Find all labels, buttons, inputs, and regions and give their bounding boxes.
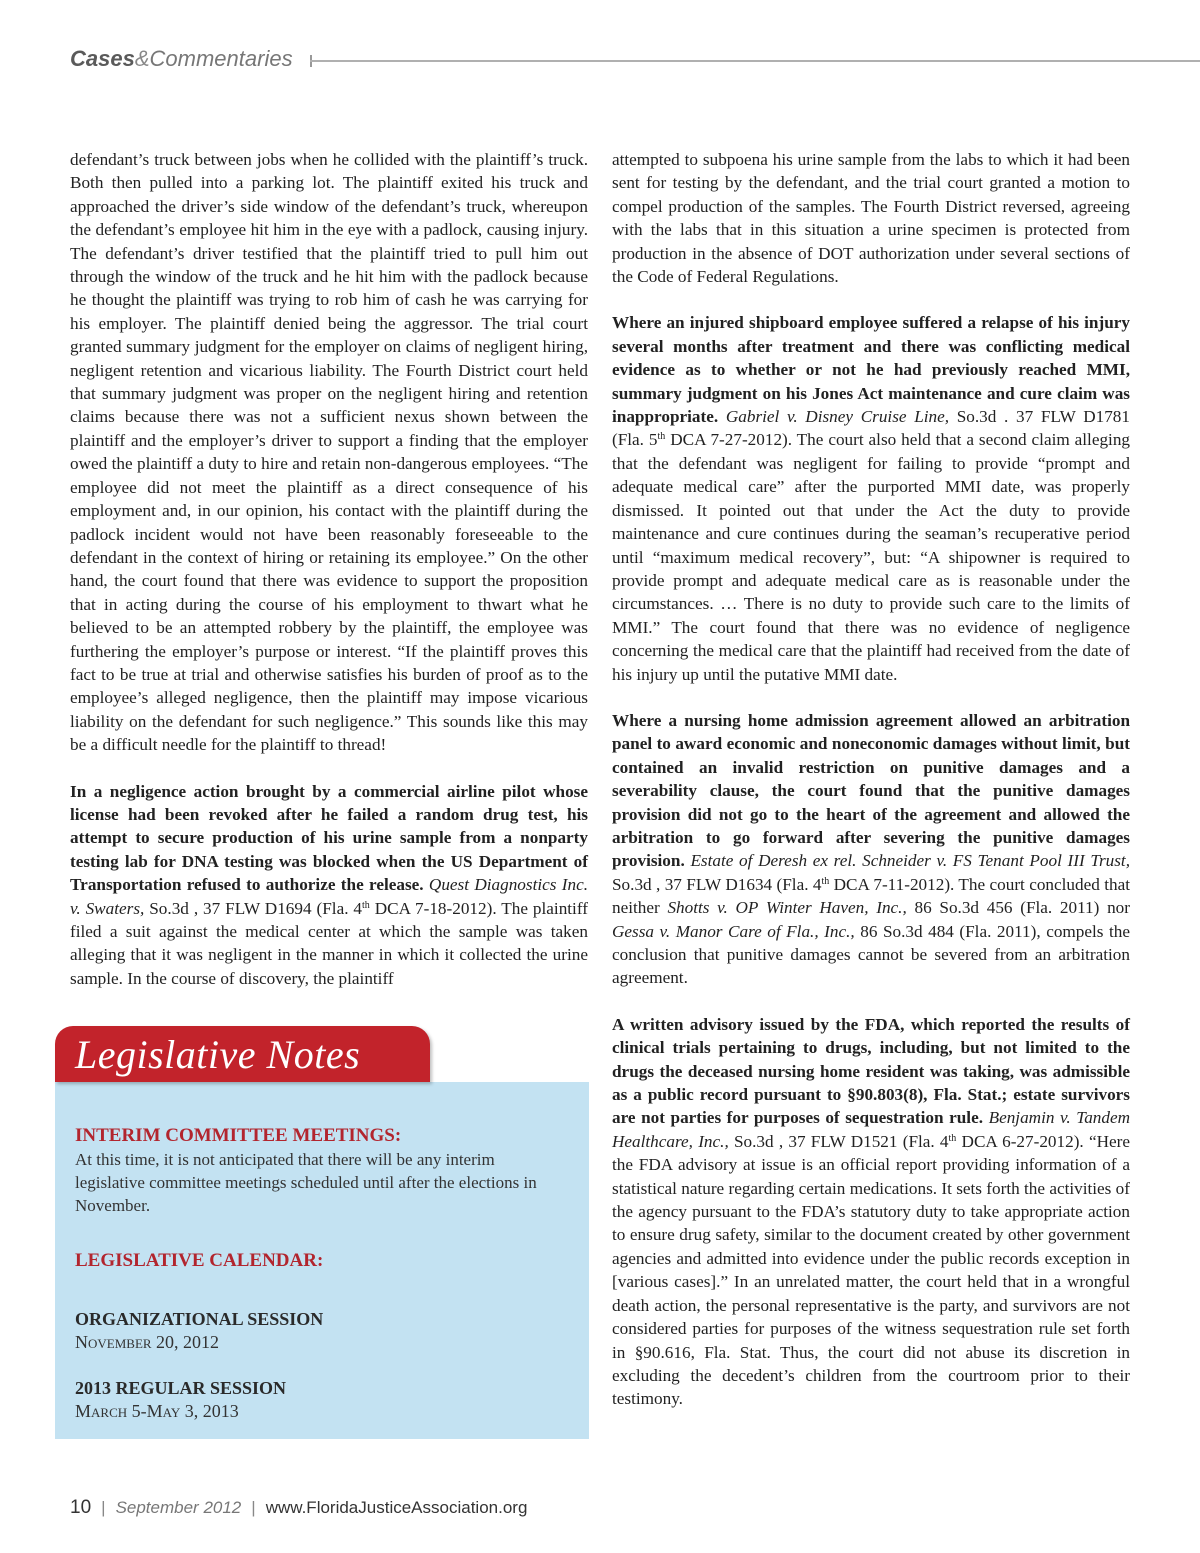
case-name: Benjamin v. Tandem Healthcare, Inc., <box>612 1108 1131 1151</box>
session-date: November 20, 2012 <box>75 1332 220 1352</box>
case-headnote: In a negligence action brought by a commercial airline pilot whose license had been revoked after he failed a random drug test, his attempt to secure production of his urine sample from a nonparty testing lab for DNA testing was blocked when the US Department of Transportation refused to authorize the release. <box>70 781 588 895</box>
brand-commentaries: Commentaries <box>149 46 293 71</box>
publication-brand <box>70 46 293 72</box>
case-name: Shotts v. OP Winter Haven, Inc., <box>667 898 907 918</box>
case-name: Quest Diagnostics Inc. v. Swaters, <box>70 875 588 918</box>
case-citation: So.3d , 37 FLW D1521 (Fla. 4 <box>728 1131 949 1151</box>
case-paragraph: defendant’s truck between jobs when he collided with the plaintiff’s truck. Both then pulled into a parking lot. The plaintiff exited his truck and approached the driver’s side window of the defendant’s truck, whereupon the defendant’s employee hit him in the eye with a padlock, causing injury. The defendant’s driver testified that the plaintiff tried to pull him out through the window of the truck and he hit him with the padlock because he thought the plaintiff was trying to rob him of cash he was carrying for his employer. The plaintiff denied being the aggressor. The trial court granted summary judgment for the employer on claims of negligent hiring, negligent retention and vicarious liability. The Fourth District court held that summary judgment was proper on the negligent hiring and retention claims because there was not a sufficient nexus shown between the plaintiff and the employer’s driver to support a finding that the employer owed the plaintiff a duty to hire and retain non-dangerous employees. “The employee did not meet the plaintiff as a direct consequence of his employment and, in our opinion, his contact with the plaintiff during the padlock incident would not have been reasonably foreseeable to the defendant in the context of hiring or retaining its employee.” On the other hand, the court found that there was evidence to support the proposition that in acting during the course of his employment to thwart what he believed to be an attempted robbery by the plaintiff, the employee was furthering the employer’s purpose or interest. “If the plaintiff proves this fact to be true at trial and otherwise satisfies his burden of proof as to the employee’s alleged negligence, then the plaintiff may impose vicarious liability on the defendant for such negligence.” This sounds like this may be a difficult needle for the plaintiff to thread! <box>70 150 588 755</box>
legislative-notes-content <box>75 1124 555 1423</box>
case-body: DCA 6-27-2012). “Here the FDA advisory at issue is an official report providing information of a statistical nature regarding certain medications. It sets forth the activities of the agency pursuant to the FDA’s statutory duty to take appropriate action to ensure drug safety, similar to the document created by other government agencies and admitted into evidence under the public records exception in [various cases].” In an unrelated matter, the court held that in a wrongful death action, the personal representative is the party, and survivors are not considered parties for purposes of the witness sequestration rule set forth in §90.616, Fla. Stat. Thus, the court did not abuse its discretion in excluding the decedent’s children from the courtroom prior to their testimony. <box>612 1131 1130 1409</box>
case-citation: So.3d , 37 FLW D1694 (Fla. 4 <box>144 898 363 918</box>
interim-text: At this time, it is not anticipated that there will be any interim legislative committee meetings scheduled until after the elections in November. <box>75 1150 537 1215</box>
case-name: Estate of Deresh ex rel. Schneider v. FS Tenant Pool III Trust, <box>690 851 1130 871</box>
footer-separator: | <box>251 1498 256 1517</box>
case-summary-gabriel <box>612 311 1130 686</box>
footer-separator: | <box>101 1498 106 1517</box>
case-body: 86 So.3d 484 (Fla. 2011), compels the conclusion that punitive damages cannot be severed from an arbitration agreement. <box>612 921 1130 988</box>
legislative-notes-panel <box>55 1082 589 1439</box>
session-title: ORGANIZATIONAL SESSION <box>75 1309 324 1329</box>
brand-ampersand: & <box>134 46 150 71</box>
case-citation: So.3d . 37 FLW D1781 (Fla. 5 <box>612 407 1130 450</box>
legislative-notes-title: Legislative Notes <box>75 1032 361 1077</box>
page-footer <box>70 1497 527 1519</box>
case-headnote: A written advisory issued by the FDA, which reported the results of clinical trials pertaining to drugs, including, but not limited to the drugs the deceased nursing home resident was taking, was admissible as a public record pursuant to §90.803(8), Fla. Stat.; estate survivors are not parties for purposes of sequestration rule. <box>612 1014 1130 1128</box>
ordinal-suffix: th <box>821 875 830 887</box>
case-body: DCA 7-18-2012). The plaintiff filed a suit against the medical center at which the sample was taken alleging that it was negligent in the manner in which it collected the urine sample. In the course of discovery, the plaintiff <box>70 898 588 988</box>
legislative-notes-tab <box>55 1026 430 1082</box>
case-name: Gessa v. Manor Care of Fla., Inc., <box>612 921 855 941</box>
left-column <box>70 148 588 1013</box>
case-summary-quest <box>70 780 588 991</box>
issue-date: September 2012 <box>115 1498 242 1517</box>
ordinal-suffix: th <box>657 431 666 443</box>
calendar-heading: LEGISLATIVE CALENDAR: <box>75 1250 324 1271</box>
case-body: DCA 7-11-2012). The court concluded that neither <box>612 874 1130 918</box>
session-title: 2013 REGULAR SESSION <box>75 1378 287 1398</box>
page-header <box>70 46 1200 76</box>
case-headnote: Where a nursing home admission agreement allowed an arbitration panel to award economic and noneconomic damages without limit, but contained an invalid restriction on punitive damages and a severability clause, the court found that the punitive damages provision did not go to the heart of the agreement and allowed the arbitration to go forward after severing the punitive damages provision. <box>612 710 1130 871</box>
brand-cases: Cases <box>70 46 135 71</box>
right-column <box>612 148 1130 1434</box>
case-name: Gabriel v. Disney Cruise Line, <box>725 407 950 427</box>
case-citation: So.3d , 37 FLW D1634 (Fla. 4 <box>612 874 822 894</box>
ordinal-suffix: th <box>948 1132 957 1144</box>
case-headnote: Where an injured shipboard employee suffered a relapse of his injury several months after treatment and there was conflicting medical evidence as to whether or not he had previously reached MMI, summary judgment on his Jones Act maintenance and cure claim was inappropriate. <box>612 313 1130 427</box>
case-body: 86 So.3d 456 (Fla. 2011) nor <box>906 898 1130 918</box>
website-url: www.FloridaJusticeAssociation.org <box>265 1498 528 1517</box>
case-summary-deresh <box>612 709 1130 990</box>
session-date: March 5-May 3, 2013 <box>75 1401 239 1421</box>
header-rule <box>310 60 1200 62</box>
page-number: 10 <box>70 1497 92 1518</box>
case-summary-benjamin <box>612 1013 1130 1411</box>
case-body: DCA 7-27-2012). The court also held that a second claim alleging that the defendant was negligent for failing to provide “prompt and adequate medical care” after the purported MMI date, was properly dismissed. It pointed out that under the Act the duty to provide maintenance and cure continues during the seaman’s recuperative period until “maximum medical recovery”, but: “A shipowner is required to provide prompt and adequate medical care as is reasonable under the circumstances. … There is no duty to provide such care to the limits of MMI.” The court found that there was no evidence of negligence concerning the medical care that the plaintiff had received from the date of his injury up until the putative MMI date. <box>612 430 1131 684</box>
interim-heading: INTERIM COMMITTEE MEETINGS: <box>75 1125 402 1146</box>
case-paragraph: attempted to subpoena his urine sample from the labs to which it had been sent for testing by the defendant, and the trial court granted a motion to compel production of the samples. The Fourth District reversed, agreeing with the labs that in this situation a urine specimen is protected from production in the absence of DOT authorization under several sections of the Code of Federal Regulations. <box>612 150 1130 287</box>
ordinal-suffix: th <box>362 899 370 911</box>
